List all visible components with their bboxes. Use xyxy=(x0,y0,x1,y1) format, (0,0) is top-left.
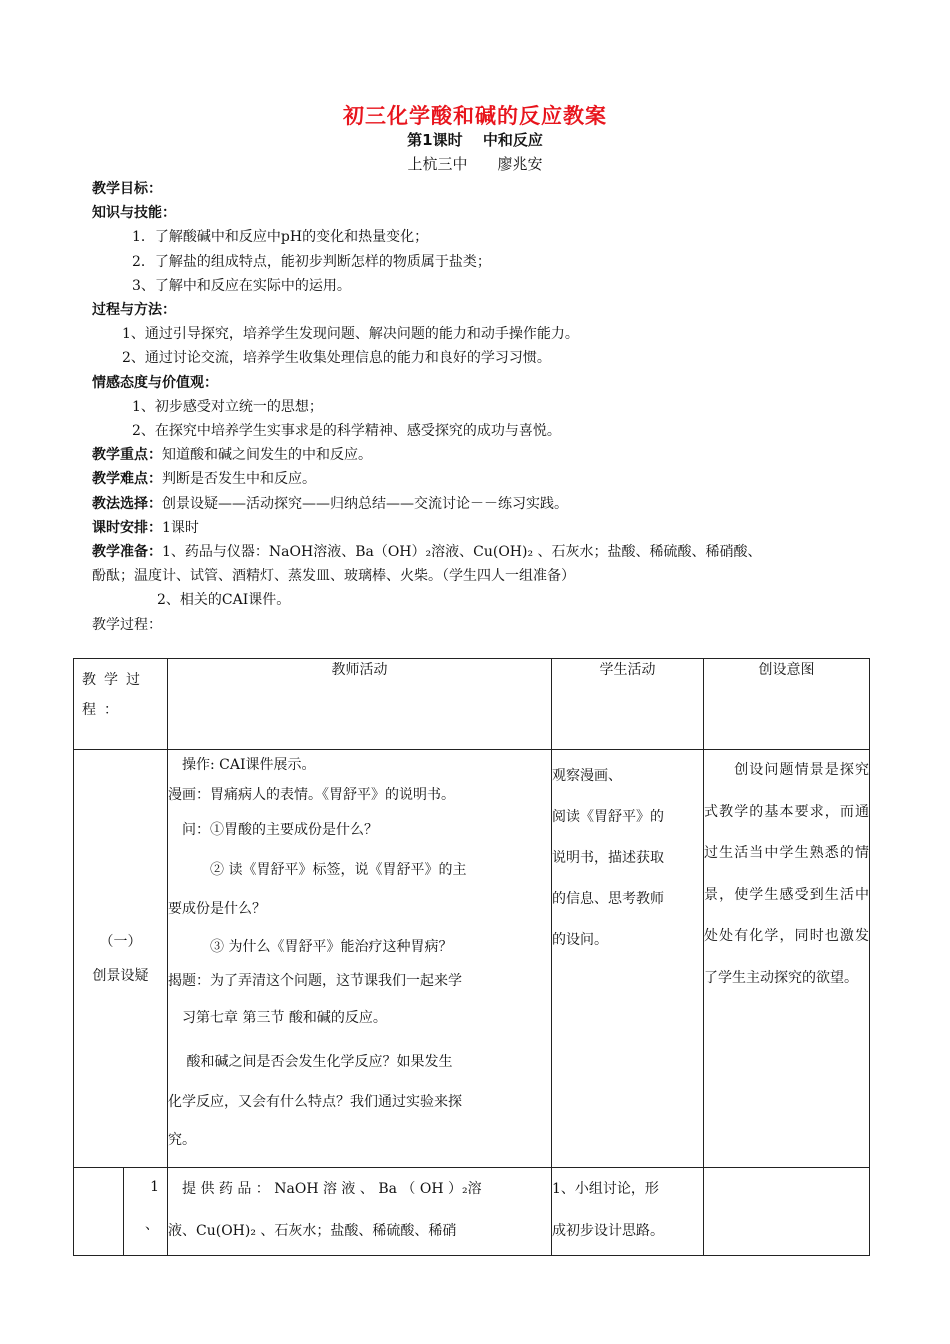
student-line: 成初步设计思路。 xyxy=(552,1223,664,1239)
difficulty-text: 判断是否发生中和反应。 xyxy=(162,471,316,488)
difficulty-label: 教学难点： xyxy=(92,471,162,488)
design-intent xyxy=(704,1168,870,1256)
knowledge-item: 2．了解盐的组成特点，能初步判断怎样的物质属于盐类； xyxy=(132,253,491,270)
knowledge-item: 1．了解酸碱中和反应中pH的变化和热量变化； xyxy=(132,229,429,246)
prep-text-cont: 酚酞；温度计、试管、酒精灯、蒸发皿、玻璃棒、火柴。（学生四人一组准备） xyxy=(92,568,575,585)
teacher-line: 化学反应，又会有什么特点？我们通过实验来探 xyxy=(168,1094,462,1110)
header-stage: 教学过程： xyxy=(74,659,168,750)
teacher-activity xyxy=(168,1168,552,1256)
teacher-line: 揭题：为了弄清这个问题，这节课我们一起来学 xyxy=(168,973,462,989)
teacher-activity xyxy=(168,750,552,1168)
hours-label: 课时安排： xyxy=(92,519,162,536)
table-header-row xyxy=(74,659,870,750)
key-point-text: 知道酸和碱之间发生的中和反应。 xyxy=(162,447,372,464)
teacher-line: 操作: CAI课件展示。 xyxy=(168,757,316,773)
difficulty-line xyxy=(92,467,862,491)
student-line: 阅读《胃舒平》的 xyxy=(552,809,664,825)
hours-line xyxy=(92,516,862,540)
key-point-label: 教学重点： xyxy=(92,447,162,464)
author-line: 上杭三中 廖兆安 xyxy=(407,155,543,173)
table-row xyxy=(74,750,870,1168)
procedure-label: 教学过程： xyxy=(92,616,162,633)
header-student: 学生活动 xyxy=(552,659,704,750)
teacher-line: 习第七章 第三节 酸和碱的反应。 xyxy=(168,1010,387,1026)
student-activity xyxy=(552,1168,704,1256)
procedure-table xyxy=(73,658,870,1256)
goals-heading: 教学目标： xyxy=(92,181,162,197)
prep-label: 教学准备： xyxy=(92,544,162,561)
emotion-item: 2、在探究中培养学生实事求是的科学精神、感受探究的成功与喜悦。 xyxy=(132,423,561,440)
teacher-line: 问：①胃酸的主要成份是什么？ xyxy=(168,822,378,838)
process-item: 2、通过讨论交流，培养学生收集处理信息的能力和良好的学习习惯。 xyxy=(122,350,551,367)
teacher-line: 提 供 药 品 ： NaOH 溶 液 、 Ba （ OH ）₂溶 xyxy=(168,1181,482,1197)
teacher-line: ② 读《胃舒平》标签，说《胃舒平》的主 xyxy=(168,862,467,878)
empty-stage-cell xyxy=(74,1168,124,1256)
prep-text: 1、药品与仪器：NaOH溶液、Ba（OH）₂溶液、Cu(OH)₂ 、石灰水；盐酸、稀硫酸、稀硝酸、 xyxy=(162,544,762,561)
hours-text: 1课时 xyxy=(162,519,199,536)
sub-step-number: 1 xyxy=(150,1179,159,1195)
design-intent xyxy=(704,750,870,1168)
teacher-line: 要成份是什么？ xyxy=(168,901,266,917)
header-intent: 创设意图 xyxy=(704,659,870,750)
method-label: 教法选择： xyxy=(92,495,162,512)
sub-step-cell xyxy=(124,1168,168,1256)
intent-text: 创设问题情景是探究式教学的基本要求，而通过生活当中学生熟悉的情景，使学生感受到生活中处处有化学，同时也激发了学生主动探究的欲望。 xyxy=(704,762,869,986)
lesson-subtitle: 第1课时 中和反应 xyxy=(407,131,543,149)
document-title: 初三化学酸和碱的反应教案 xyxy=(343,104,607,128)
method-line xyxy=(92,492,862,516)
key-point-line xyxy=(92,443,862,467)
student-line: 说明书，描述获取 xyxy=(552,850,664,866)
table-row xyxy=(74,1168,870,1256)
sub-step-mark: 、 xyxy=(145,1217,159,1233)
student-line: 观察漫画、 xyxy=(552,768,622,784)
teacher-line: 酸和碱之间是否会发生化学反应？如果发生 xyxy=(168,1054,453,1070)
stage-cell xyxy=(74,750,168,1168)
student-line: 1、小组讨论，形 xyxy=(552,1181,659,1197)
prep-text-item2: 2、相关的CAI课件。 xyxy=(157,592,291,609)
student-line: 的信息、思考教师 xyxy=(552,891,664,907)
teacher-line: 究。 xyxy=(168,1132,196,1148)
knowledge-item: 3、了解中和反应在实际中的运用。 xyxy=(132,277,351,294)
teacher-line: ③ 为什么《胃舒平》能治疗这种胃病？ xyxy=(168,939,453,955)
emotion-heading: 情感态度与价值观： xyxy=(92,374,218,391)
process-item: 1、通过引导探究，培养学生发现问题、解决问题的能力和动手操作能力。 xyxy=(122,326,579,343)
knowledge-heading: 知识与技能： xyxy=(92,205,176,222)
stage-name: 创景设疑 xyxy=(92,967,149,984)
process-heading: 过程与方法： xyxy=(92,302,176,319)
lesson-body xyxy=(92,177,862,637)
teacher-line: 液、Cu(OH)₂ 、石灰水；盐酸、稀硫酸、稀硝 xyxy=(168,1223,457,1239)
teacher-line: 漫画：胃痛病人的表情。《胃舒平》的说明书。 xyxy=(168,787,455,803)
stage-number: （一） xyxy=(99,933,142,950)
student-activity xyxy=(552,750,704,1168)
student-line: 的设问。 xyxy=(552,932,608,948)
method-text: 创景设疑——活动探究——归纳总结——交流讨论－－练习实践。 xyxy=(162,495,568,512)
emotion-item: 1、初步感受对立统一的思想； xyxy=(132,398,323,415)
header-teacher: 教师活动 xyxy=(168,659,552,750)
prep-line xyxy=(92,540,862,564)
